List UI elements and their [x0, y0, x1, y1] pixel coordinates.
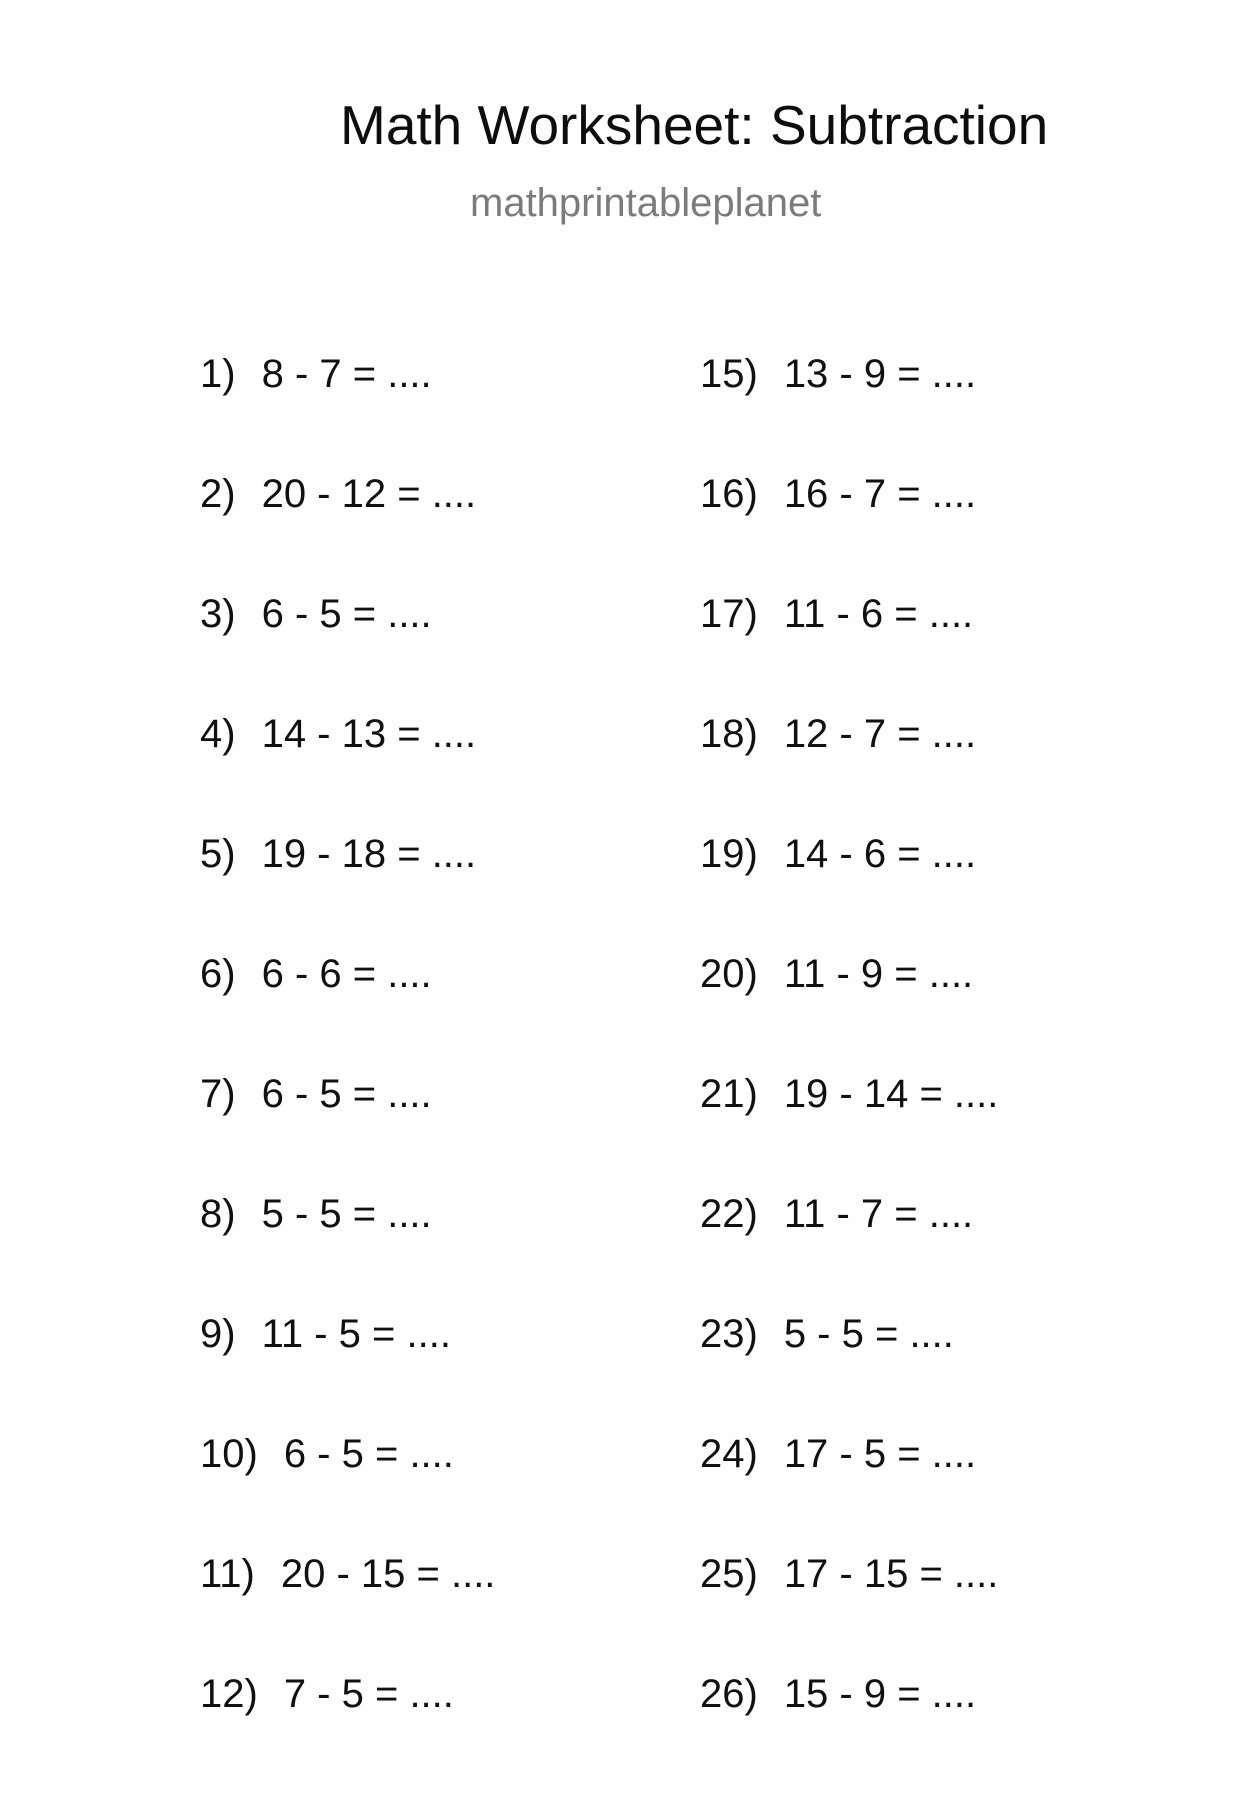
problem-expression: 11 - 7 = ....: [783, 1192, 974, 1236]
problem-item: [700, 714, 998, 834]
problem-item: [200, 354, 495, 474]
problem-item: [200, 594, 495, 714]
problems-column-right: [700, 354, 998, 1794]
problem-expression: 16 - 7 = ....: [783, 472, 977, 516]
problem-number: 8): [200, 1192, 236, 1236]
problem-number: 20): [700, 952, 758, 996]
problem-expression: 6 - 5 = ....: [261, 1072, 432, 1116]
problem-number: 10): [200, 1432, 258, 1476]
problem-expression: 19 - 18 = ....: [261, 832, 477, 876]
problem-expression: 11 - 9 = ....: [783, 952, 974, 996]
problem-expression: 15 - 9 = ....: [783, 1672, 977, 1716]
problem-number: 25): [700, 1552, 758, 1596]
problem-number: 26): [700, 1672, 758, 1716]
problem-number: 2): [200, 472, 236, 516]
problems-column-left: [200, 354, 495, 1794]
problem-expression: 20 - 12 = ....: [261, 472, 477, 516]
problem-expression: 8 - 7 = ....: [261, 352, 432, 396]
page-subtitle: mathprintableplanet: [470, 181, 822, 225]
problem-number: 21): [700, 1072, 758, 1116]
problem-item: [700, 1074, 998, 1194]
problem-number: 17): [700, 592, 758, 636]
problem-item: [200, 954, 495, 1074]
problem-number: 15): [700, 352, 758, 396]
problem-item: [200, 1074, 495, 1194]
problem-item: [200, 714, 495, 834]
problem-expression: 11 - 5 = ....: [261, 1312, 451, 1356]
problem-expression: 17 - 15 = ....: [783, 1552, 999, 1596]
problem-number: 19): [700, 832, 758, 876]
problem-item: [200, 1554, 495, 1674]
problem-number: 9): [200, 1312, 236, 1356]
problem-number: 24): [700, 1432, 758, 1476]
problem-number: 1): [200, 352, 236, 396]
problem-expression: 13 - 9 = ....: [783, 352, 977, 396]
problem-expression: 12 - 7 = ....: [783, 712, 977, 756]
problem-number: 5): [200, 832, 236, 876]
problem-item: [200, 1674, 495, 1794]
problem-expression: 6 - 5 = ....: [283, 1432, 454, 1476]
problem-number: 7): [200, 1072, 236, 1116]
problem-item: [700, 594, 998, 714]
problem-item: [700, 834, 998, 954]
problem-expression: 5 - 5 = ....: [261, 1192, 432, 1236]
problem-item: [200, 1434, 495, 1554]
problem-expression: 14 - 13 = ....: [261, 712, 477, 756]
problem-expression: 14 - 6 = ....: [783, 832, 977, 876]
problem-expression: 17 - 5 = ....: [783, 1432, 977, 1476]
problem-item: [700, 1434, 998, 1554]
problem-number: 16): [700, 472, 758, 516]
problem-item: [700, 954, 998, 1074]
problem-item: [200, 834, 495, 954]
problem-item: [700, 1554, 998, 1674]
problem-number: 12): [200, 1672, 258, 1716]
problem-item: [700, 1194, 998, 1314]
problem-item: [200, 474, 495, 594]
problem-expression: 6 - 6 = ....: [261, 952, 432, 996]
page-title: Math Worksheet: Subtraction: [340, 94, 1049, 156]
problem-expression: 11 - 6 = ....: [783, 592, 974, 636]
problem-item: [700, 474, 998, 594]
problem-item: [200, 1194, 495, 1314]
problem-item: [700, 354, 998, 474]
problem-number: 23): [700, 1312, 758, 1356]
problem-expression: 6 - 5 = ....: [261, 592, 432, 636]
problem-expression: 7 - 5 = ....: [283, 1672, 454, 1716]
problem-number: 22): [700, 1192, 758, 1236]
problem-item: [700, 1314, 998, 1434]
problem-number: 6): [200, 952, 236, 996]
problem-expression: 20 - 15 = ....: [280, 1552, 496, 1596]
problem-item: [200, 1314, 495, 1434]
problem-number: 18): [700, 712, 758, 756]
problem-expression: 5 - 5 = ....: [783, 1312, 954, 1356]
problem-expression: 19 - 14 = ....: [783, 1072, 999, 1116]
problem-number: 3): [200, 592, 236, 636]
problem-item: [700, 1674, 998, 1794]
problem-number: 4): [200, 712, 236, 756]
problem-number: 11): [200, 1552, 255, 1596]
